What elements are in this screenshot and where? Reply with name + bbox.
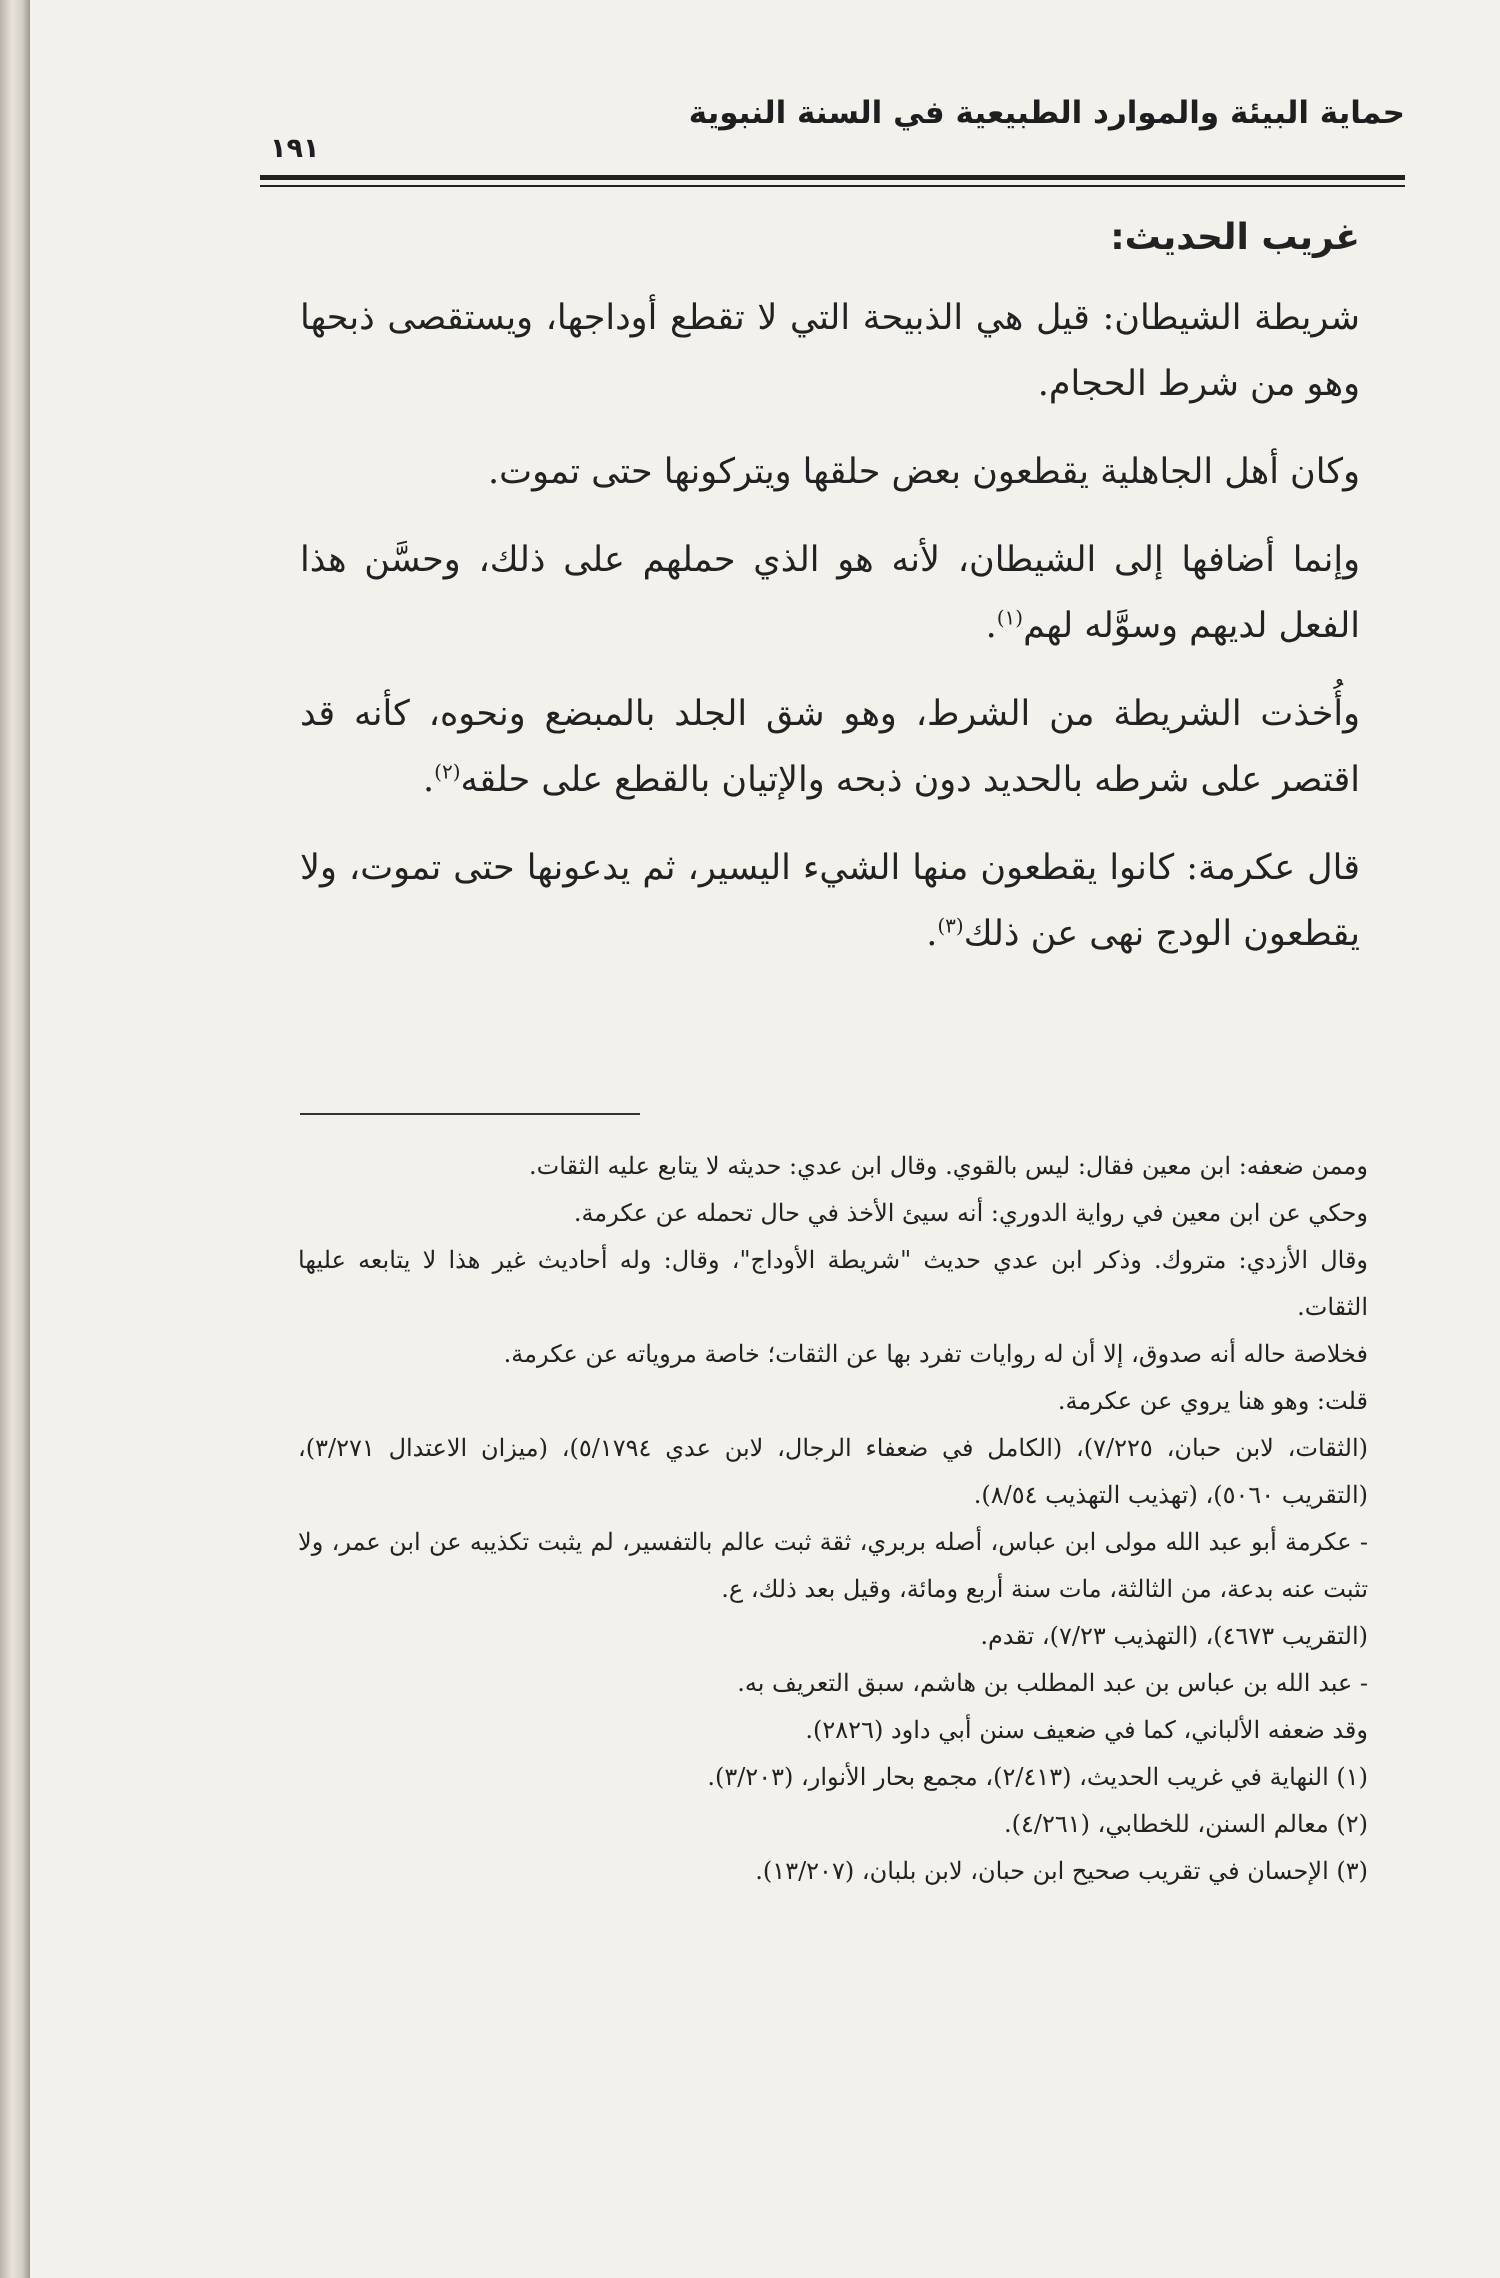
footnote-ref: (٣) bbox=[937, 913, 964, 938]
footnote-ref: (١) bbox=[996, 605, 1024, 630]
footnote-line: وحكي عن ابن معين في رواية الدوري: أنه سيئ الأخذ في حال تحمله عن عكرمة. bbox=[573, 1199, 1368, 1227]
header-rule bbox=[260, 175, 1405, 180]
paragraph: وإنما أضافها إلى الشيطان، لأنه هو الذي حملهم على ذلك، وحسَّن هذا الفعل لديهم وسوَّله لهم$^{(١)}$. bbox=[300, 540, 1360, 646]
footnote-line: (التقريب ٤٦٧٣)، (التهذيب ٧/٢٣)، تقدم. bbox=[980, 1622, 1368, 1650]
paragraph: وأُخذت الشريطة من الشرط، وهو شق الجلد بالمبضع ونحوه، كأنه قد اقتصر على شرطه بالحديد دون ذبحه والإتيان بالقطع على حلقه$^{(٢)}$. bbox=[300, 694, 1360, 800]
footnote-line: - عبد الله بن عباس بن عبد المطلب بن هاشم، سبق التعريف به. bbox=[737, 1669, 1368, 1697]
footnote-source: (٢) معالم السنن، للخطابي، (٤/٢٦١). bbox=[1003, 1810, 1368, 1838]
paragraph-text: وأُخذت الشريطة من الشرط، وهو شق الجلد بالمبضع ونحوه، كأنه قد اقتصر على شرطه بالحديد دون ذبحه والإتيان بالقطع على حلقه bbox=[300, 694, 1360, 800]
footnote-separator bbox=[300, 1113, 640, 1115]
footnote-line: وقال الأزدي: متروك. وذكر ابن عدي حديث "شريطة الأوداج"، وقال: وله أحاديث غير هذا لا يتابعه عليها الثقات. bbox=[298, 1246, 1368, 1321]
section-heading: غريب الحديث: bbox=[1110, 217, 1360, 258]
footnote-line: فخلاصة حاله أنه صدوق، إلا أن له روايات تفرد بها عن الثقات؛ خاصة مروياته عن عكرمة. bbox=[503, 1340, 1368, 1368]
footnote-line: وقد ضعفه الألباني، كما في ضعيف سنن أبي داود (٢٨٢٦). bbox=[805, 1716, 1368, 1744]
book-page bbox=[30, 0, 1500, 2278]
book-page-edge bbox=[0, 0, 30, 2278]
footnote-line: (الثقات، لابن حبان، ٧/٢٢٥)، (الكامل في ضعفاء الرجال، لابن عدي ٥/١٧٩٤)، (ميزان الاعتدال ٣/٢٧١)، (التقريب ٥٠٦٠)، (تهذيب التهذيب ٨/٥٤). bbox=[298, 1434, 1368, 1509]
footnotes bbox=[298, 1143, 1368, 1895]
paragraph-text: وكان أهل الجاهلية يقطعون بعض حلقها ويتركونها حتى تموت. bbox=[488, 452, 1360, 492]
footnote-line: وممن ضعفه: ابن معين فقال: ليس بالقوي. وقال ابن عدي: حديثه لا يتابع عليه الثقات. bbox=[529, 1152, 1368, 1180]
footnote-ref: (٢) bbox=[434, 759, 461, 784]
page-number: ١٩١ bbox=[270, 133, 320, 164]
main-text bbox=[300, 205, 1360, 989]
paragraph bbox=[300, 439, 1360, 505]
footnote-source: (١) النهاية في غريب الحديث، (٢/٤١٣)، مجمع بحار الأنوار، (٣/٢٠٣). bbox=[707, 1763, 1368, 1791]
paragraph: قال عكرمة: كانوا يقطعون منها الشيء اليسير، ثم يدعونها حتى تموت، ولا يقطعون الودج نهى عن ذلك$^{(٣)}$. bbox=[300, 848, 1360, 954]
footnote-line: - عكرمة أبو عبد الله مولى ابن عباس، أصله بربري، ثقة ثبت عالم بالتفسير، لم يثبت تكذيبه عن ابن عمر، ولا تثبت عنه بدعة، من الثالثة، مات سنة أربع ومائة، وقيل بعد ذلك، ع. bbox=[298, 1528, 1368, 1603]
paragraph-text: قال عكرمة: كانوا يقطعون منها الشيء اليسير، ثم يدعونها حتى تموت، ولا يقطعون الودج نهى عن ذلك bbox=[300, 848, 1360, 954]
header-rule-thin bbox=[260, 185, 1405, 187]
footnote-source: (٣) الإحسان في تقريب صحيح ابن حبان، لابن بلبان، (١٣/٢٠٧). bbox=[755, 1857, 1368, 1885]
paragraph-text: وإنما أضافها إلى الشيطان، لأنه هو الذي حملهم على ذلك، وحسَّن هذا الفعل لديهم وسوَّله لهم bbox=[300, 540, 1360, 646]
paragraph-text: شريطة الشيطان: قيل هي الذبيحة التي لا تقطع أوداجها، ويستقصى ذبحها وهو من شرط الحجام. bbox=[300, 298, 1360, 404]
running-title: حماية البيئة والموارد الطبيعية في السنة النبوية bbox=[688, 95, 1405, 131]
paragraph bbox=[300, 285, 1360, 417]
page-header bbox=[260, 95, 1405, 185]
footnote-line: قلت: وهو هنا يروي عن عكرمة. bbox=[1057, 1387, 1368, 1415]
